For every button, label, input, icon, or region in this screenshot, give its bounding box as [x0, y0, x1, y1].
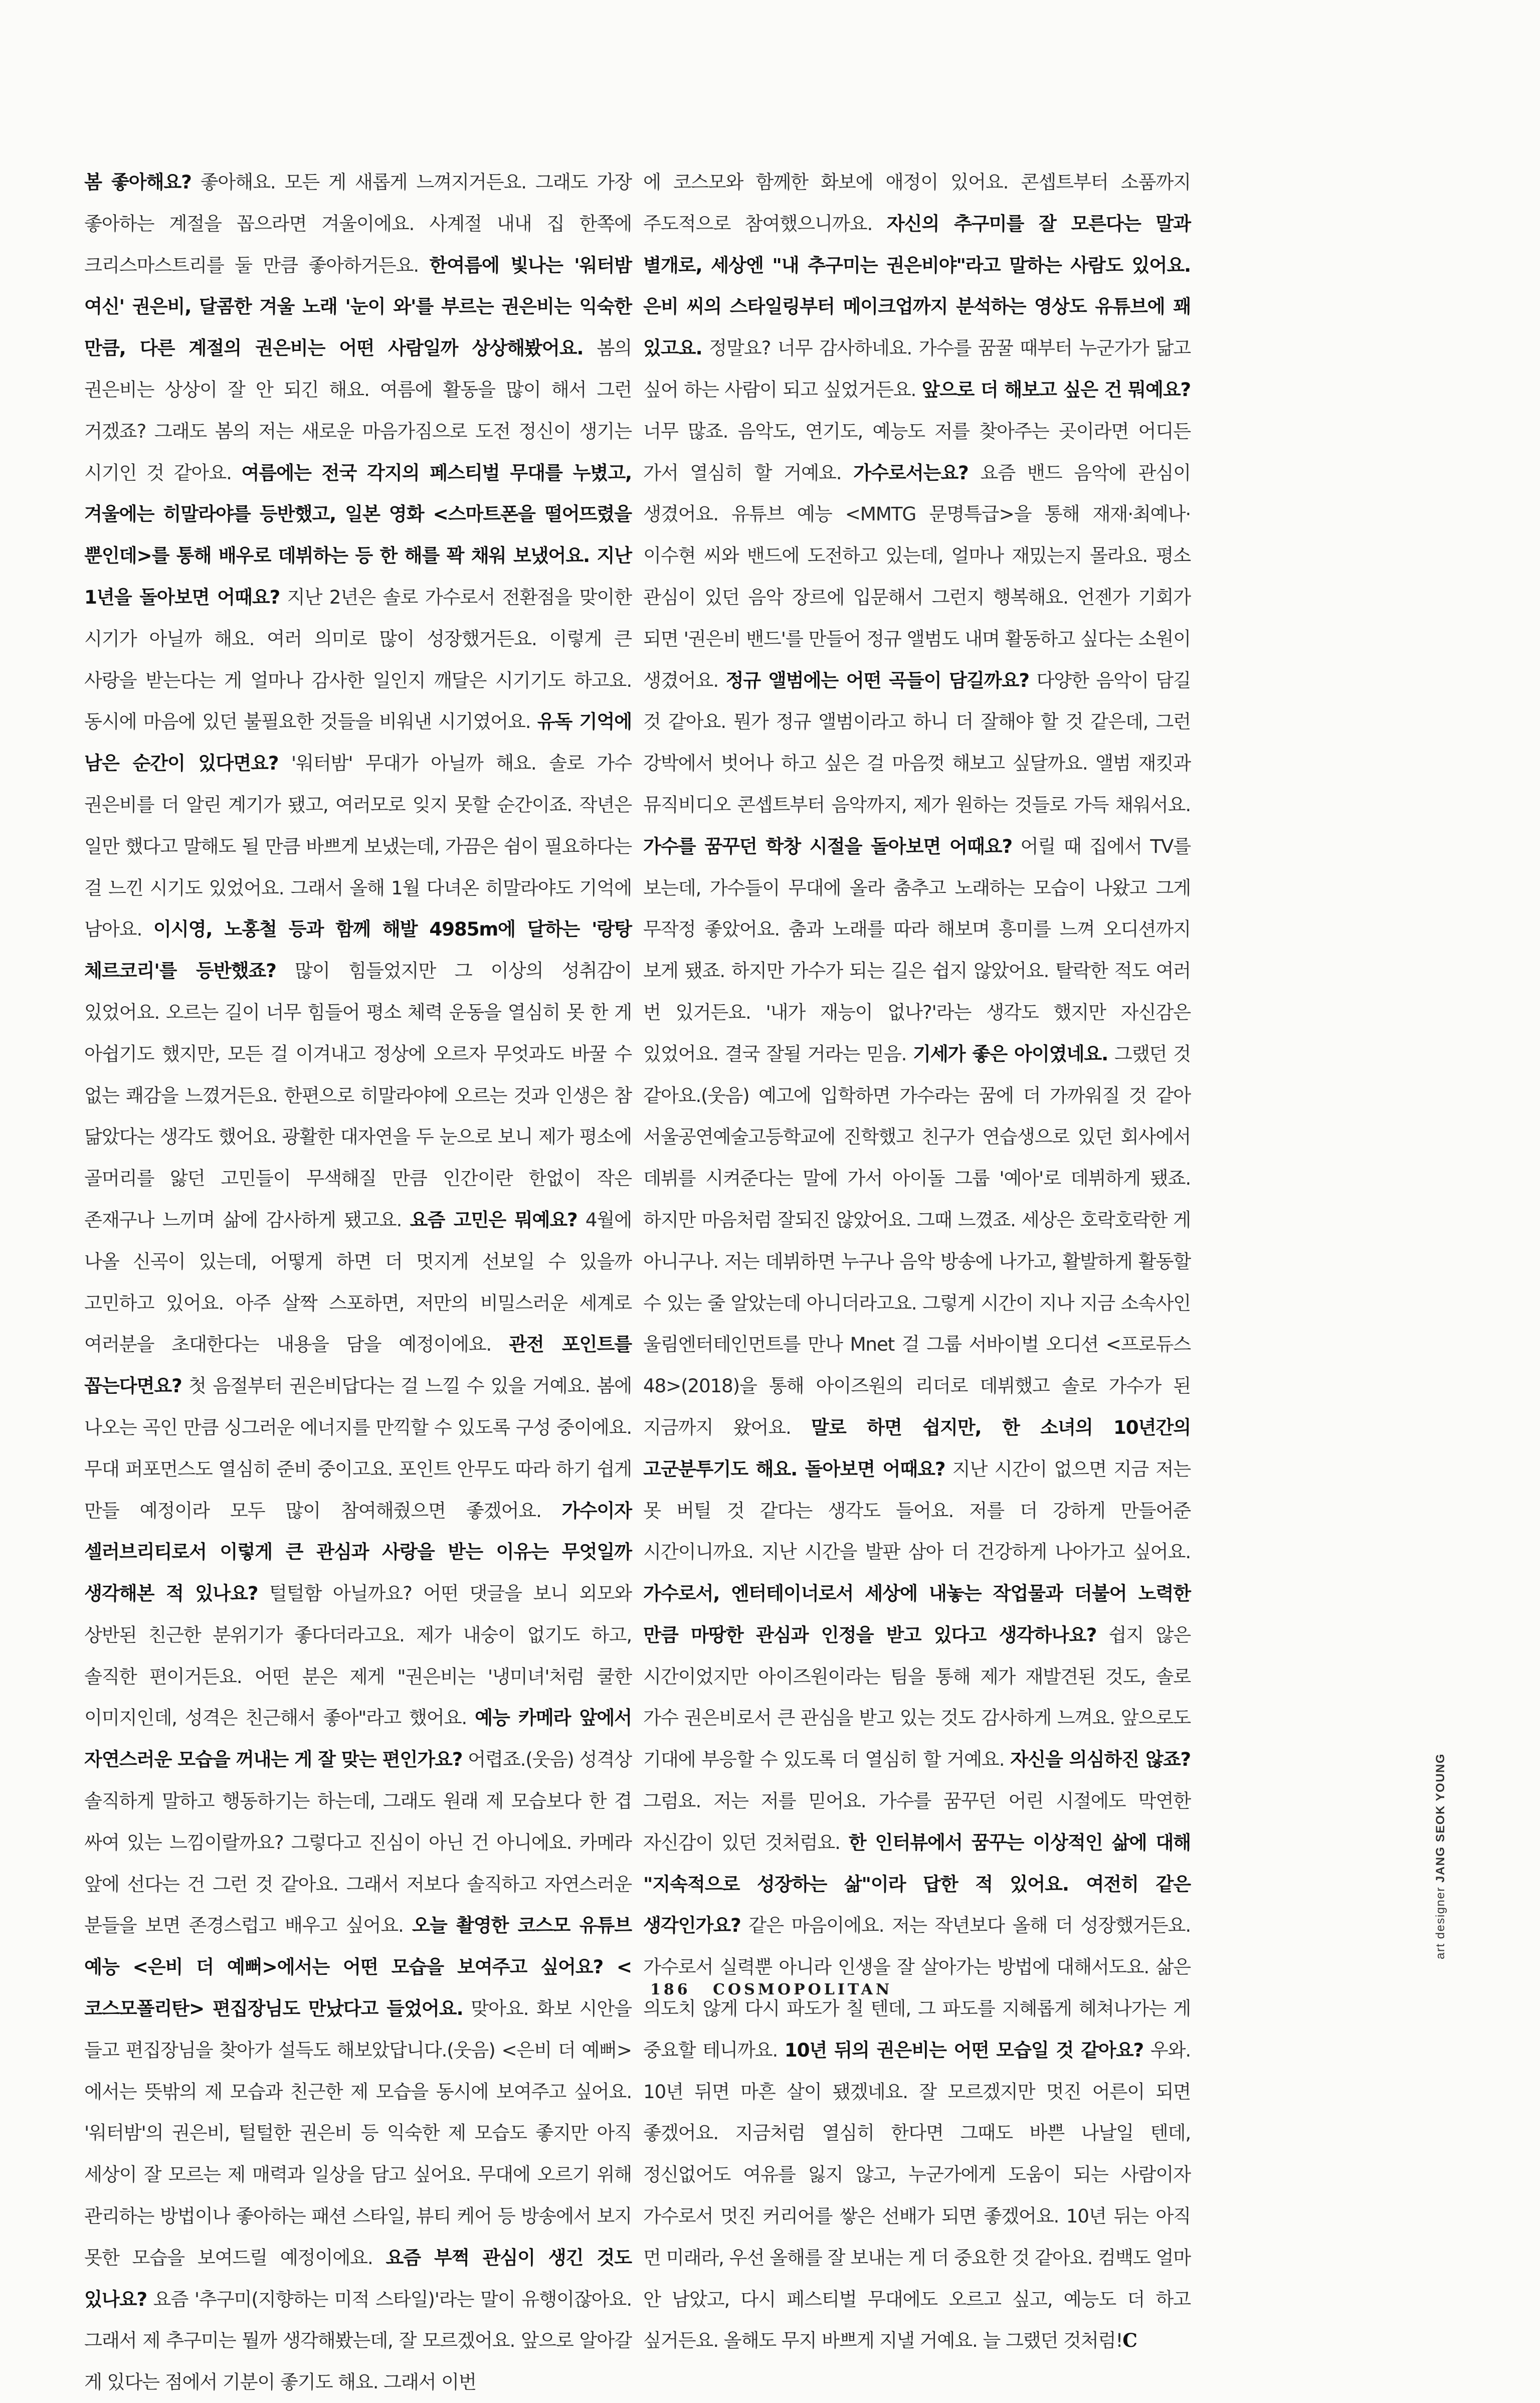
- interview-answer: 에 코스모와 함께한 화보에 애정이 있어요. 콘셉트부터 소품까지 주도적으로 참여했으니까요.: [643, 171, 1191, 235]
- interview-question: 관전 포인트를 꼽는다면요?: [84, 1333, 632, 1397]
- interview-question: 가수로서, 엔터테이너로서 세상에 내놓는 작업물과 더불어 노력한 만큼 마땅한 관심과 인정을 받고 있다고 생각하나요?: [643, 1582, 1191, 1646]
- interview-answer: 지난 2년은 솔로 가수로서 전환점을 맞이한 시기가 아닐까 해요. 여러 의미로 많이 성장했거든요. 이렇게 큰 사랑을 받는다는 게 얼마나 감사한 일인지 깨달은 시기기도 하고요. 동시에 마음에 있던 불필요한 것들을 비워낸 시기였어요.: [84, 586, 632, 733]
- page-number: 186: [650, 1981, 691, 1998]
- interview-answer: 어렵죠.(웃음) 성격상 솔직하게 말하고 행동하기는 하는데, 그래도 원래 제 모습보다 한 겹 싸여 있는 느낌이랄까요? 그렇다고 진심이 아닌 건 아니에요. 카메라 앞에 선다는 건 그런 것 같아요. 그래서 저보다 솔직하고 자연스러운 분들을 보면 존경스럽고 배우고 싶어요.: [84, 1748, 632, 1937]
- article-body-right: [643, 161, 1191, 2361]
- interview-answer: 우와. 10년 뒤면 마흔 살이 됐겠네요. 잘 모르겠지만 멋진 어른이 되면 좋겠어요. 지금처럼 열심히 한다면 그때도 바쁜 나날일 텐데, 정신없어도 여유를 잃지 않고, 누군가에게 도움이 되는 사람이자 가수로서 멋진 커리어를 쌓은 선배가 되면 좋겠어요. 10년 뒤는 아직 먼 미래라, 우선 올해를 잘 보내는 게 더 중요한 것 같아요. 컴백도 얼마 안 남았고, 다시 페스티벌 무대에도 오르고 싶고, 예능도 더 하고 싶거든요. 올해도 무지 바쁘게 지낼 거예요. 늘 그랬던 것처럼!: [643, 2039, 1191, 2352]
- interview-answer: 좋아해요. 모든 게 새롭게 느껴지거든요. 그래도 가장 좋아하는 계절을 꼽으라면 겨울이에요. 사계절 내내 집 한쪽에 크리스마스트리를 둘 만큼 좋아하거든요.: [84, 171, 632, 276]
- interview-answer: 그랬던 것 같아요.(웃음) 예고에 입학하면 가수라는 꿈에 더 가까워질 것 같아 서울공연예술고등학교에 진학했고 친구가 연습생으로 있던 회사에서 데뷔를 시켜준다는 말에 가서 아이돌 그룹 '예아'로 데뷔하게 됐죠. 하지만 마음처럼 잘되진 않았어요. 그때 느꼈죠. 세상은 호락호락한 게 아니구나. 저는 데뷔하면 누구나 음악 방송에 나가고, 활발하게 활동할 수 있는 줄 알았는데 아니더라고요. 그렇게 시간이 지나 지금 소속사인 울림엔터테인먼트를 만나 Mnet 걸 그룹 서바이벌 오디션 <프로듀스 48>(2018)을 통해 아이즈원의 리더로 데뷔했고 솔로 가수가 된 지금까지 왔어요.: [643, 1042, 1191, 1438]
- interview-answer: 요즘 밴드 음악에 관심이 생겼어요. 유튜브 예능 <MMTG 문명특급>을 통해 재재·최예나·이수현 씨와 밴드에 도전하고 있는데, 얼마나 재밌는지 몰라요. 평소 관심이 있던 음악 장르에 입문해서 그런지 행복해요. 언젠가 기회가 되면 '권은비 밴드'를 만들어 정규 앨범도 내며 활동하고 싶다는 소원이 생겼어요.: [643, 461, 1191, 691]
- interview-question: 10년 뒤의 권은비는 어떤 모습일 것 같아요?: [784, 2039, 1143, 2061]
- interview-answer: 어릴 때 집에서 TV를 보는데, 가수들이 무대에 올라 춤추고 노래하는 모습이 나왔고 그게 무작정 좋았어요. 춤과 노래를 따라 해보며 흥미를 느껴 오디션까지 보게 됐죠. 하지만 가수가 되는 길은 쉽지 않았어요. 탈락한 적도 여러 번 있거든요. '내가 재능이 없나?'라는 생각도 했지만 자신감은 있었어요. 결국 잘될 거라는 믿음.: [643, 835, 1191, 1065]
- interview-question: 한여름에 빛나는 '워터밤 여신' 권은비, 달콤한 겨울 노래 '눈이 와'를 부르는 권은비는 익숙한 만큼, 다른 계절의 권은비는 어떤 사람일까 상상해봤어요.: [84, 254, 632, 359]
- interview-answer: 맞아요. 화보 시안을 들고 편집장님을 찾아가 설득도 해보았답니다.(웃음) <은비 더 예뻐>에서는 뜻밖의 제 모습과 친근한 제 모습을 동시에 보여주고 싶어요. '워터밤'의 권은비, 털털한 권은비 등 익숙한 제 모습도 좋지만 아직 세상이 잘 모르는 제 매력과 일상을 담고 싶어요. 무대에 오르기 위해 관리하는 방법이나 좋아하는 패션 스타일, 뷰티 케어 등 방송에서 보지 못한 모습을 보여드릴 예정이에요.: [84, 1997, 632, 2269]
- page-footer: [650, 1981, 892, 1998]
- magazine-name: COSMOPOLITAN: [713, 1981, 893, 1998]
- interview-question: 요즘 고민은 뭐예요?: [410, 1208, 578, 1231]
- interview-question: 앞으로 더 해보고 싶은 건 뭐예요?: [921, 378, 1191, 401]
- interview-answer: 봄의 권은비는 상상이 잘 안 되긴 해요. 여름에 활동을 많이 해서 그런 거겠죠? 그래도 봄의 저는 새로운 마음가짐으로 도전 정신이 생기는 시기인 것 같아요.: [84, 337, 632, 484]
- interview-question: 예능 카메라 앞에서 자연스러운 모습을 꺼내는 게 잘 맞는 편인가요?: [84, 1707, 632, 1771]
- article-column-right: [643, 161, 1191, 2361]
- interview-question: 정규 앨범에는 어떤 곡들이 담길까요?: [725, 669, 1029, 691]
- interview-question: 말로 하면 쉽지만, 한 소녀의 10년간의 고군분투기도 해요. 돌아보면 어때요?: [643, 1416, 1191, 1480]
- interview-answer: 같은 마음이에요. 저는 작년보다 올해 더 성장했거든요. 가수로서 실력뿐 아니라 인생을 잘 살아가는 방법에 대해서도요. 삶은 의도치 않게 다시 파도가 칠 텐데, 그 파도를 지혜롭게 헤쳐나가는 게 중요할 테니까요.: [643, 1914, 1191, 2061]
- interview-answer: 4월에 나올 신곡이 있는데, 어떻게 하면 더 멋지게 선보일 수 있을까 고민하고 있어요. 아주 살짝 스포하면, 저만의 비밀스러운 세계로 여러분을 초대한다는 내용을 담을 예정이에요.: [84, 1208, 632, 1356]
- interview-question: 유독 기억에 남은 순간이 있다면요?: [84, 710, 632, 775]
- interview-answer: 너무 많죠. 음악도, 연기도, 예능도 저를 찾아주는 곳이라면 어디든 가서 열심히 할 거예요.: [643, 420, 1191, 484]
- interview-question: 가수이자 셀러브리티로서 이렇게 큰 관심과 사랑을 받는 이유는 무엇일까 생각해본 적 있나요?: [84, 1499, 632, 1605]
- interview-question: 기세가 좋은 아이였네요.: [913, 1042, 1108, 1065]
- interview-question: 요즘 부쩍 관심이 생긴 것도 있나요?: [84, 2246, 632, 2310]
- interview-question: 가수로서는요?: [853, 461, 969, 484]
- credit-role: art designer: [1434, 1887, 1447, 1959]
- interview-answer: '워터밤' 무대가 아닐까 해요. 솔로 가수 권은비를 더 알린 계기가 됐고, 여러모로 잊지 못할 순간이죠. 작년은 일만 했다고 말해도 될 만큼 바쁘게 보냈는데, 가끔은 쉼이 필요하다는 걸 느낀 시기도 있었어요. 그래서 올해 1월 다녀온 히말라야도 기억에 남아요.: [84, 752, 632, 941]
- designer-credit: [1434, 1753, 1448, 1959]
- interview-question: 봄 좋아해요?: [84, 171, 191, 193]
- article-column-left: [84, 161, 632, 2403]
- article-body-left: [84, 161, 632, 2403]
- interview-question: 자신을 의심하진 않죠?: [1010, 1748, 1191, 1771]
- interview-answer: 털털함 아닐까요? 어떤 댓글을 보니 외모와 상반된 친근한 분위기가 좋다더라고요. 제가 내숭이 없기도 하고, 솔직한 편이거든요. 어떤 분은 제게 "권은비는 '냉미녀'처럼 쿨한 이미지인데, 성격은 친근해서 좋아"라고 했어요.: [84, 1582, 632, 1729]
- credit-name: JANG SEOK YOUNG: [1434, 1753, 1447, 1883]
- interview-question: 오늘 촬영한 코스모 유튜브 예능 <은비 더 예뻐>에서는 어떤 모습을 보여주고 싶어요? <코스모폴리탄> 편집장님도 만났다고 들었어요.: [84, 1914, 632, 2020]
- interview-answer: 첫 음절부터 권은비답다는 걸 느낄 수 있을 거예요. 봄에 나오는 곡인 만큼 싱그러운 에너지를 만끽할 수 있도록 구성 중이에요. 무대 퍼포먼스도 열심히 준비 중이고요. 포인트 안무도 따라 하기 쉽게 만들 예정이라 모두 많이 참여해줬으면 좋겠어요.: [84, 1375, 632, 1522]
- interview-answer: 정말요? 너무 감사하네요. 가수를 꿈꿀 때부터 누군가가 닮고 싶어 하는 사람이 되고 싶었거든요.: [643, 337, 1191, 401]
- interview-question: 여름에는 전국 각지의 페스티벌 무대를 누볐고, 겨울에는 히말라야를 등반했고, 일본 영화 <스마트폰을 떨어뜨렸을 뿐인데>를 통해 배우로 데뷔하는 등 한 해를 꽉 채워 보냈어요. 지난 1년을 돌아보면 어때요?: [84, 461, 632, 608]
- interview-answer: 그럼요. 저는 저를 믿어요. 가수를 꿈꾸던 어린 시절에도 막연한 자신감이 있던 것처럼요.: [643, 1790, 1191, 1854]
- interview-question: 한 인터뷰에서 꿈꾸는 이상적인 삶에 대해 "지속적으로 성장하는 삶"이라 답한 적 있어요. 여전히 같은 생각인가요?: [643, 1831, 1191, 1937]
- interview-answer: 지난 시간이 없으면 지금 저는 못 버틸 것 같다는 생각도 들어요. 저를 더 강하게 만들어준 시간이니까요. 지난 시간을 발판 삼아 더 건강하게 나아가고 싶어요.: [643, 1457, 1191, 1563]
- interview-answer: 요즘 '추구미(지향하는 미적 스타일)'라는 말이 유행이잖아요. 그래서 제 추구미는 뭘까 생각해봤는데, 잘 모르겠어요. 앞으로 알아갈 게 있다는 점에서 기분이 좋기도 해요. 그래서 이번: [84, 2288, 632, 2393]
- interview-question: 이시영, 노홍철 등과 함께 해발 4985m에 달하는 '랑탕 체르코리'를 등반했죠?: [84, 918, 632, 982]
- interview-question: 자신의 추구미를 잘 모른다는 말과 별개로, 세상엔 "내 추구미는 권은비야"라고 말하는 사람도 있어요. 은비 씨의 스타일링부터 메이크업까지 분석하는 영상도 유튜브에 꽤 있고요.: [643, 212, 1191, 359]
- interview-answer: 다양한 음악이 담길 것 같아요. 뭔가 정규 앨범이라고 하니 더 잘해야 할 것 같은데, 그런 강박에서 벗어나 하고 싶은 걸 마음껏 해보고 싶달까요. 앨범 재킷과 뮤직비디오 콘셉트부터 음악까지, 제가 원하는 것들로 가득 채워서요.: [643, 669, 1191, 816]
- interview-answer: 많이 힘들었지만 그 이상의 성취감이 있었어요. 오르는 길이 너무 힘들어 평소 체력 운동을 열심히 못 한 게 아쉽기도 했지만, 모든 걸 이겨내고 정상에 오르자 무엇과도 바꿀 수 없는 쾌감을 느꼈거든요. 한편으로 히말라야에 오르는 것과 인생은 참 닮았다는 생각도 했어요. 광활한 대자연을 두 눈으로 보니 제가 평소에 골머리를 앓던 고민들이 무색해질 만큼 인간이란 한없이 작은 존재구나 느끼며 삶에 감사하게 됐고요.: [84, 960, 632, 1231]
- end-mark: C: [1122, 2329, 1137, 2352]
- interview-question: 가수를 꿈꾸던 학창 시절을 돌아보면 어때요?: [643, 835, 1012, 857]
- interview-answer: 쉽지 않은 시간이었지만 아이즈원이라는 팀을 통해 제가 재발견된 것도, 솔로 가수 권은비로서 큰 관심을 받고 있는 것도 감사하게 느껴요. 앞으로도 기대에 부응할 수 있도록 더 열심히 할 거예요.: [643, 1623, 1191, 1771]
